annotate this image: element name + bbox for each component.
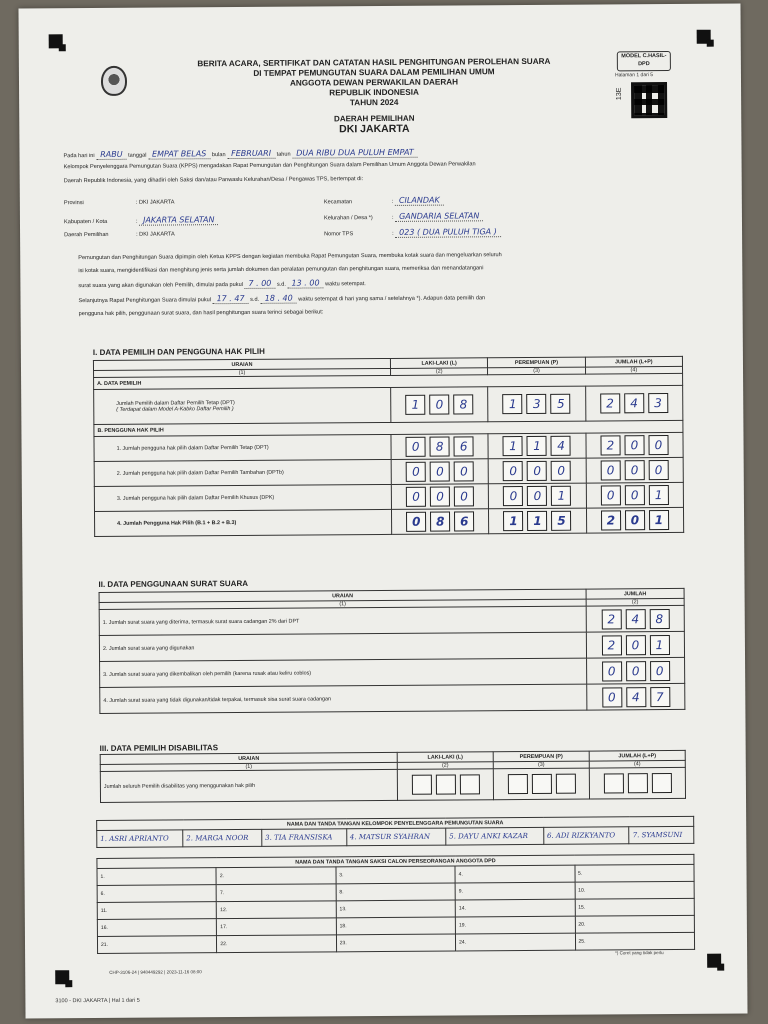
row-label: 1. Jumlah surat suara yang diterima, termasuk surat suara cadangan 2% dari DPT bbox=[99, 606, 586, 635]
provinsi-value: : DKI JAKARTA bbox=[135, 199, 175, 206]
col-laki: LAKI-LAKI (L) bbox=[397, 752, 493, 763]
provinsi-label: Provinsi bbox=[63, 200, 84, 207]
saksi-cell[interactable]: 12. bbox=[217, 901, 336, 919]
registration-mark bbox=[55, 970, 69, 984]
digit-box: 4 bbox=[624, 393, 644, 413]
saksi-cell[interactable]: 21. bbox=[97, 936, 216, 954]
row-label: Jumlah seluruh Pemilih disabilitas yang menggunakan hak pilih bbox=[100, 769, 397, 802]
saksi-cell[interactable]: 9. bbox=[455, 882, 574, 900]
dpt-label: Jumlah Pemilih dalam Daftar Pemilih Tetap (DPT) bbox=[116, 400, 235, 407]
digit-box: 0 bbox=[625, 485, 645, 505]
digit-box: 0 bbox=[406, 437, 426, 457]
qr-code-icon bbox=[631, 82, 667, 118]
section-3-table bbox=[100, 750, 686, 803]
saksi-cell[interactable]: 15. bbox=[575, 898, 695, 916]
saksi-cell[interactable]: 16. bbox=[97, 919, 216, 937]
model-badge: MODEL C.HASIL-DPD bbox=[617, 51, 671, 71]
digit-box: 0 bbox=[648, 460, 668, 480]
subsection-b: B. PENGGUNA HAK PILIH bbox=[94, 420, 683, 436]
digit-box: 8 bbox=[453, 394, 473, 414]
paragraph-text: s.d. bbox=[276, 281, 287, 288]
col-jumlah: JUMLAH (L+P) bbox=[585, 356, 682, 367]
hari-label: Pada hari ini bbox=[63, 153, 95, 160]
title-line: ANGGOTA DEWAN PERWAKILAN DAERAH bbox=[289, 77, 459, 88]
kelurahan-row: Kelurahan / Desa *) : GANDARIA SELATAN bbox=[324, 211, 483, 221]
digit-box: 1 bbox=[649, 635, 669, 655]
document-title bbox=[179, 57, 569, 110]
daerah-pemilihan-value: : DKI JAKARTA bbox=[136, 231, 175, 238]
b3-l[interactable] bbox=[391, 484, 489, 510]
paragraph-text: surat suara yang akan digunakan oleh Pemilih, dimulai pada pukul bbox=[78, 281, 243, 290]
saksi-cell[interactable]: 19. bbox=[455, 916, 574, 934]
saksi-cell[interactable]: 24. bbox=[456, 933, 575, 951]
procedure-paragraph bbox=[78, 248, 698, 321]
date-line bbox=[63, 148, 417, 159]
digit-box: 0 bbox=[430, 487, 450, 507]
intro-text: Kelompok Penyelenggara Pemungutan Suara (KPPS) mengadakan Rapat Pemungutan dan Penghitungan Suara dalam Pemilihan Umum Anggota Dewan Perwakilan bbox=[63, 161, 476, 171]
b1-j[interactable] bbox=[586, 432, 684, 458]
kabupaten-row: Kabupaten / Kota : JAKARTA SELATAN bbox=[64, 215, 219, 225]
digit-box: 0 bbox=[625, 510, 645, 530]
col-perempuan: PEREMPUAN (P) bbox=[493, 751, 589, 762]
paragraph-text: waktu setempat di hari yang sama / setelahnya *). Adapun data pemilih dan bbox=[298, 295, 486, 303]
intro-text: Daerah Republik Indonesia, yang dihadiri oleh Saksi dan/atau Panwaslu Kelurahan/Desa / Pengawas TPS, bertempat di: bbox=[63, 176, 364, 185]
digit-box: 0 bbox=[503, 461, 523, 481]
daerah-label: DAERAH PEMILIHAN bbox=[333, 113, 415, 124]
digit-box: 5 bbox=[551, 511, 571, 531]
saksi-title: NAMA DAN TANDA TANGAN SAKSI CALON PERSEORANGAN ANGGOTA DPD bbox=[97, 854, 694, 868]
saksi-cell[interactable]: 13. bbox=[336, 900, 455, 918]
dpt-j[interactable] bbox=[585, 385, 683, 421]
saksi-signature-table bbox=[96, 854, 695, 954]
digit-box: 2 bbox=[601, 510, 621, 530]
bulan-field[interactable]: FEBRUARI bbox=[227, 149, 275, 159]
digit-box: 1 bbox=[503, 394, 523, 414]
digit-box: 8 bbox=[430, 437, 450, 457]
saksi-cell[interactable]: 2. bbox=[216, 867, 335, 885]
paragraph-line: isi kotak suara, mengidentifikasi dan menghitung jenis serta jumlah dokumen dan peralatan pemungutan dan penghitungan suara, memeriksa dan menandatangani bbox=[78, 265, 484, 275]
saksi-cell[interactable]: 25. bbox=[575, 932, 695, 950]
saksi-cell[interactable]: 22. bbox=[217, 935, 336, 953]
paragraph-text: s.d. bbox=[250, 296, 260, 303]
digit-box: 1 bbox=[527, 436, 547, 456]
row-label: 1. Jumlah pengguna hak pilih dalam Daftar Pemilih Tetap (DPT) bbox=[94, 434, 391, 461]
col-uraian: URAIAN bbox=[100, 752, 397, 764]
row-label: 2. Jumlah surat suara yang digunakan bbox=[99, 632, 586, 661]
saksi-row bbox=[97, 932, 694, 953]
row-label: 4. Jumlah surat suara yang tidak digunakan/tidak terpakai, termasuk sisa surat suara cadangan bbox=[100, 684, 587, 713]
digit-box: 0 bbox=[551, 461, 571, 481]
tahun-field[interactable]: DUA RIBU DUA PULUH EMPAT bbox=[292, 148, 418, 159]
paragraph-line: Pemungutan dan Penghitungan Suara dipimpin oleh Ketua KPPS dengan kegiatan membuka Rapat Pemungutan Suara, membuka kotak suara dan mengeluarkan seluruh bbox=[78, 252, 502, 262]
table-row bbox=[100, 657, 685, 687]
digit-box: 7 bbox=[650, 687, 670, 707]
b4-j[interactable] bbox=[586, 507, 684, 533]
kecamatan-field[interactable]: CILANDAK bbox=[395, 196, 444, 206]
kelurahan-field[interactable]: GANDARIA SELATAN bbox=[395, 211, 483, 222]
daerah-heading bbox=[179, 113, 569, 137]
table-row bbox=[100, 767, 685, 802]
digit-box: 0 bbox=[454, 486, 474, 506]
form-code: 13E bbox=[615, 87, 623, 101]
bulan-label: bulan bbox=[211, 152, 226, 159]
dpt-note: ( Terdapat dalam Model A-Kabko Daftar Pemilih ) bbox=[116, 406, 234, 413]
kpps-member[interactable] bbox=[97, 830, 183, 848]
digit-box: 0 bbox=[406, 487, 426, 507]
col-uraian: URAIAN bbox=[93, 358, 390, 370]
registration-mark bbox=[707, 954, 721, 968]
dpt-l[interactable] bbox=[391, 387, 489, 423]
saksi-cell[interactable]: 10. bbox=[575, 881, 695, 899]
end-time-field[interactable]: 13 . 00 bbox=[288, 278, 324, 288]
kpps-member[interactable] bbox=[446, 827, 544, 845]
b4-p[interactable] bbox=[489, 508, 587, 534]
digit-box: 0 bbox=[454, 461, 474, 481]
disab-l[interactable] bbox=[397, 769, 493, 801]
table-row bbox=[94, 507, 683, 536]
kpps-signature: 6. ADI RIZKYANTO bbox=[546, 831, 616, 840]
section-1-table bbox=[93, 356, 684, 537]
digit-box: 8 bbox=[649, 609, 669, 629]
digit-box: 0 bbox=[624, 435, 644, 455]
registration-mark bbox=[49, 34, 63, 48]
count-end-field[interactable]: 18 . 40 bbox=[261, 294, 297, 304]
provinsi-row bbox=[64, 199, 175, 206]
digit-box: 0 bbox=[602, 687, 622, 707]
section-1-title: I. DATA PEMILIH DAN PENGGUNA HAK PILIH bbox=[92, 346, 265, 358]
col-number: (1) bbox=[99, 599, 586, 609]
col-jumlah: JUMLAH bbox=[586, 588, 684, 599]
digit-box: 1 bbox=[503, 436, 523, 456]
b2-l[interactable] bbox=[391, 459, 489, 485]
kpps-signature: 3. TIA FRANSISKA bbox=[265, 833, 333, 842]
saksi-cell[interactable]: 18. bbox=[336, 917, 455, 935]
col-jumlah: JUMLAH (L+P) bbox=[589, 750, 685, 761]
daerah-pemilihan-label: Daerah Pemilihan bbox=[64, 231, 109, 239]
saksi-cell[interactable]: 3. bbox=[336, 866, 455, 884]
col-number: (1) bbox=[100, 762, 397, 771]
paragraph-line: pengguna hak pilih, penggunaan surat suara, dan hasil penghitungan suara terinci sebagai berikut: bbox=[78, 309, 324, 318]
col-number: (3) bbox=[493, 761, 589, 769]
tps-label: Nomor TPS bbox=[324, 231, 354, 238]
saksi-cell[interactable]: 17. bbox=[217, 918, 336, 936]
kelurahan-label: Kelurahan / Desa *) bbox=[323, 215, 373, 222]
col-laki: LAKI-LAKI (L) bbox=[390, 358, 487, 369]
table-row bbox=[99, 605, 684, 635]
kecamatan-label: Kecamatan bbox=[323, 199, 353, 206]
kpps-member[interactable] bbox=[346, 828, 445, 846]
registration-mark bbox=[697, 30, 711, 44]
b3-p[interactable] bbox=[489, 483, 587, 509]
b1-p[interactable] bbox=[488, 433, 586, 459]
ss-received[interactable] bbox=[586, 605, 684, 632]
digit-box: 0 bbox=[429, 395, 449, 415]
digit-box: 8 bbox=[430, 512, 450, 532]
title-line: REPUBLIK INDONESIA bbox=[329, 87, 419, 98]
digit-box: 0 bbox=[430, 462, 450, 482]
digit-box: 0 bbox=[602, 661, 622, 681]
col-number: (4) bbox=[589, 760, 685, 768]
kpps-member[interactable] bbox=[262, 829, 347, 847]
dpt-cell bbox=[94, 387, 391, 424]
saksi-cell[interactable]: 4. bbox=[455, 865, 574, 883]
tps-field[interactable]: 023 ( DUA PULUH TIGA ) bbox=[395, 227, 501, 238]
digit-box: 1 bbox=[405, 395, 425, 415]
saksi-cell[interactable]: 23. bbox=[336, 934, 455, 952]
digit-box: 2 bbox=[600, 393, 620, 413]
col-number: (2) bbox=[391, 368, 488, 376]
saksi-cell[interactable]: 14. bbox=[455, 899, 574, 917]
table-row bbox=[100, 683, 685, 713]
digit-box: 0 bbox=[406, 512, 426, 532]
title-line: DI TEMPAT PEMUNGUTAN SUARA DALAM PEMILIHAN UMUM bbox=[253, 67, 495, 78]
footer-page: 3100 - DKI JAKARTA | Hal 1 dari 5 bbox=[55, 997, 140, 1005]
digit-box: 6 bbox=[454, 436, 474, 456]
digit-box: 3 bbox=[527, 394, 547, 414]
tanggal-field[interactable]: EMPAT BELAS bbox=[148, 149, 210, 159]
digit-box: 0 bbox=[406, 462, 426, 482]
b4-l[interactable] bbox=[391, 509, 489, 535]
section-2-title: II. DATA PENGGUNAAN SURAT SUARA bbox=[98, 578, 249, 589]
ss-unused[interactable] bbox=[587, 683, 685, 710]
col-number: (3) bbox=[488, 367, 585, 375]
table-row bbox=[99, 631, 684, 661]
saksi-cell[interactable]: 7. bbox=[216, 884, 335, 902]
row-label: 4. Jumlah Pengguna Hak Pilih (B.1 + B.2 + B.3) bbox=[94, 509, 391, 536]
digit-box: 6 bbox=[454, 511, 474, 531]
digit-box: 0 bbox=[527, 486, 547, 506]
saksi-cell[interactable]: 6. bbox=[97, 885, 216, 903]
digit-box: 3 bbox=[648, 393, 668, 413]
daerah-value: DKI JAKARTA bbox=[339, 122, 410, 136]
digit-box: 2 bbox=[600, 435, 620, 455]
footer-note: *) Coret yang tidak perlu bbox=[615, 950, 664, 956]
digit-box: 0 bbox=[625, 635, 645, 655]
col-number: (1) bbox=[94, 368, 391, 377]
tps-row: Nomor TPS : 023 ( DUA PULUH TIGA ) bbox=[324, 227, 501, 237]
col-uraian: URAIAN bbox=[99, 589, 586, 602]
subsection-a: A. DATA PEMILIH bbox=[94, 373, 683, 389]
page-indicator: Halaman 1 dari 5 bbox=[614, 72, 654, 79]
col-number: (4) bbox=[585, 366, 682, 374]
table-row bbox=[94, 385, 683, 424]
b1-l[interactable] bbox=[391, 434, 489, 460]
section-3-title: III. DATA PEMILIH DISABILITAS bbox=[99, 743, 219, 753]
digit-box: 4 bbox=[625, 609, 645, 629]
digit-box: 1 bbox=[551, 486, 571, 506]
digit-box: 0 bbox=[650, 661, 670, 681]
row-label: 2. Jumlah pengguna hak pilih dalam Daftar Pemilih Tambahan (DPTb) bbox=[94, 459, 391, 486]
dpt-p[interactable] bbox=[488, 386, 586, 422]
paragraph-text: waktu setempat. bbox=[325, 281, 366, 288]
kpps-signature: 1. ASRI APRIANTO bbox=[100, 834, 169, 843]
saksi-cell[interactable]: 20. bbox=[575, 915, 695, 933]
saksi-cell[interactable]: 8. bbox=[336, 883, 455, 901]
digit-box: 0 bbox=[626, 661, 646, 681]
hari-field[interactable]: RABU bbox=[96, 150, 126, 160]
kpps-member[interactable] bbox=[543, 827, 629, 845]
digit-box: 4 bbox=[551, 436, 571, 456]
digit-box: 0 bbox=[527, 461, 547, 481]
digit-box: 0 bbox=[503, 486, 523, 506]
kpps-member[interactable] bbox=[183, 829, 262, 847]
kpps-signature: 2. MARGA NOOR bbox=[186, 833, 249, 843]
saksi-cell[interactable]: 11. bbox=[97, 902, 216, 920]
digit-box: 0 bbox=[624, 460, 644, 480]
saksi-cell[interactable]: 5. bbox=[574, 864, 694, 882]
b2-p[interactable] bbox=[488, 458, 586, 484]
kabupaten-field[interactable]: JAKARTA SELATAN bbox=[139, 215, 218, 226]
digit-box: 5 bbox=[551, 394, 571, 414]
kecamatan-row: Kecamatan : CILANDAK bbox=[324, 196, 444, 206]
digit-box: 1 bbox=[649, 510, 669, 530]
col-number: (2) bbox=[586, 598, 684, 606]
kpps-signature-table bbox=[96, 816, 694, 848]
footer-code: CHP-3106-24 | 948449292 | 2023-11-16 08:00 bbox=[109, 969, 202, 975]
digit-box: 0 bbox=[601, 485, 621, 505]
col-perempuan: PEREMPUAN (P) bbox=[488, 357, 585, 368]
col-number: (2) bbox=[397, 762, 493, 770]
ss-returned[interactable] bbox=[587, 657, 685, 684]
digit-box: 2 bbox=[601, 635, 621, 655]
b2-j[interactable] bbox=[586, 457, 684, 483]
disab-j[interactable] bbox=[589, 767, 685, 799]
ss-used[interactable] bbox=[586, 631, 684, 658]
kpu-logo-icon bbox=[101, 66, 127, 96]
disab-p[interactable] bbox=[493, 768, 589, 800]
tanggal-label: tanggal bbox=[128, 152, 147, 159]
digit-box: 2 bbox=[601, 609, 621, 629]
paragraph-text: Selanjutnya Rapat Penghitungan Suara dimulai pukul bbox=[78, 297, 212, 305]
digit-box: 0 bbox=[600, 460, 620, 480]
tahun-label: tahun bbox=[276, 151, 291, 158]
digit-box: 1 bbox=[649, 485, 669, 505]
title-line: TAHUN 2024 bbox=[349, 97, 399, 108]
count-start-field[interactable]: 17 . 47 bbox=[213, 294, 249, 304]
row-label: 3. Jumlah pengguna hak pilih dalam Daftar Pemilih Khusus (DPK) bbox=[94, 484, 391, 511]
start-time-field[interactable]: 7 . 00 bbox=[244, 279, 275, 289]
b3-j[interactable] bbox=[586, 482, 684, 508]
kpps-title: NAMA DAN TANDA TANGAN KELOMPOK PENYELENGGARA PEMUNGUTAN SUARA bbox=[97, 816, 694, 830]
daerah-row bbox=[64, 231, 175, 238]
digit-box: 1 bbox=[527, 511, 547, 531]
saksi-cell[interactable]: 1. bbox=[97, 868, 216, 886]
kpps-member[interactable] bbox=[629, 826, 694, 843]
row-label: 3. Jumlah surat suara yang dikembalikan oleh pemilih (karena rusak atau keliru coblos) bbox=[100, 658, 587, 687]
digit-box: 1 bbox=[503, 511, 523, 531]
digit-box: 4 bbox=[626, 687, 646, 707]
section-2-table bbox=[99, 588, 686, 714]
digit-box: 0 bbox=[648, 435, 668, 455]
kabupaten-label: Kabupaten / Kota bbox=[63, 218, 108, 226]
kpps-signature: 5. DAYU ANKI KAZAR bbox=[449, 831, 528, 841]
form-sheet bbox=[18, 3, 747, 1018]
kpps-signature: 4. MATSUR SYAHRAN bbox=[349, 832, 431, 842]
title-line: BERITA ACARA, SERTIFIKAT DAN CATATAN HASIL PENGHITUNGAN PEROLEHAN SUARA bbox=[197, 56, 551, 69]
kpps-signature: 7. SYAMSUNI bbox=[632, 830, 683, 840]
